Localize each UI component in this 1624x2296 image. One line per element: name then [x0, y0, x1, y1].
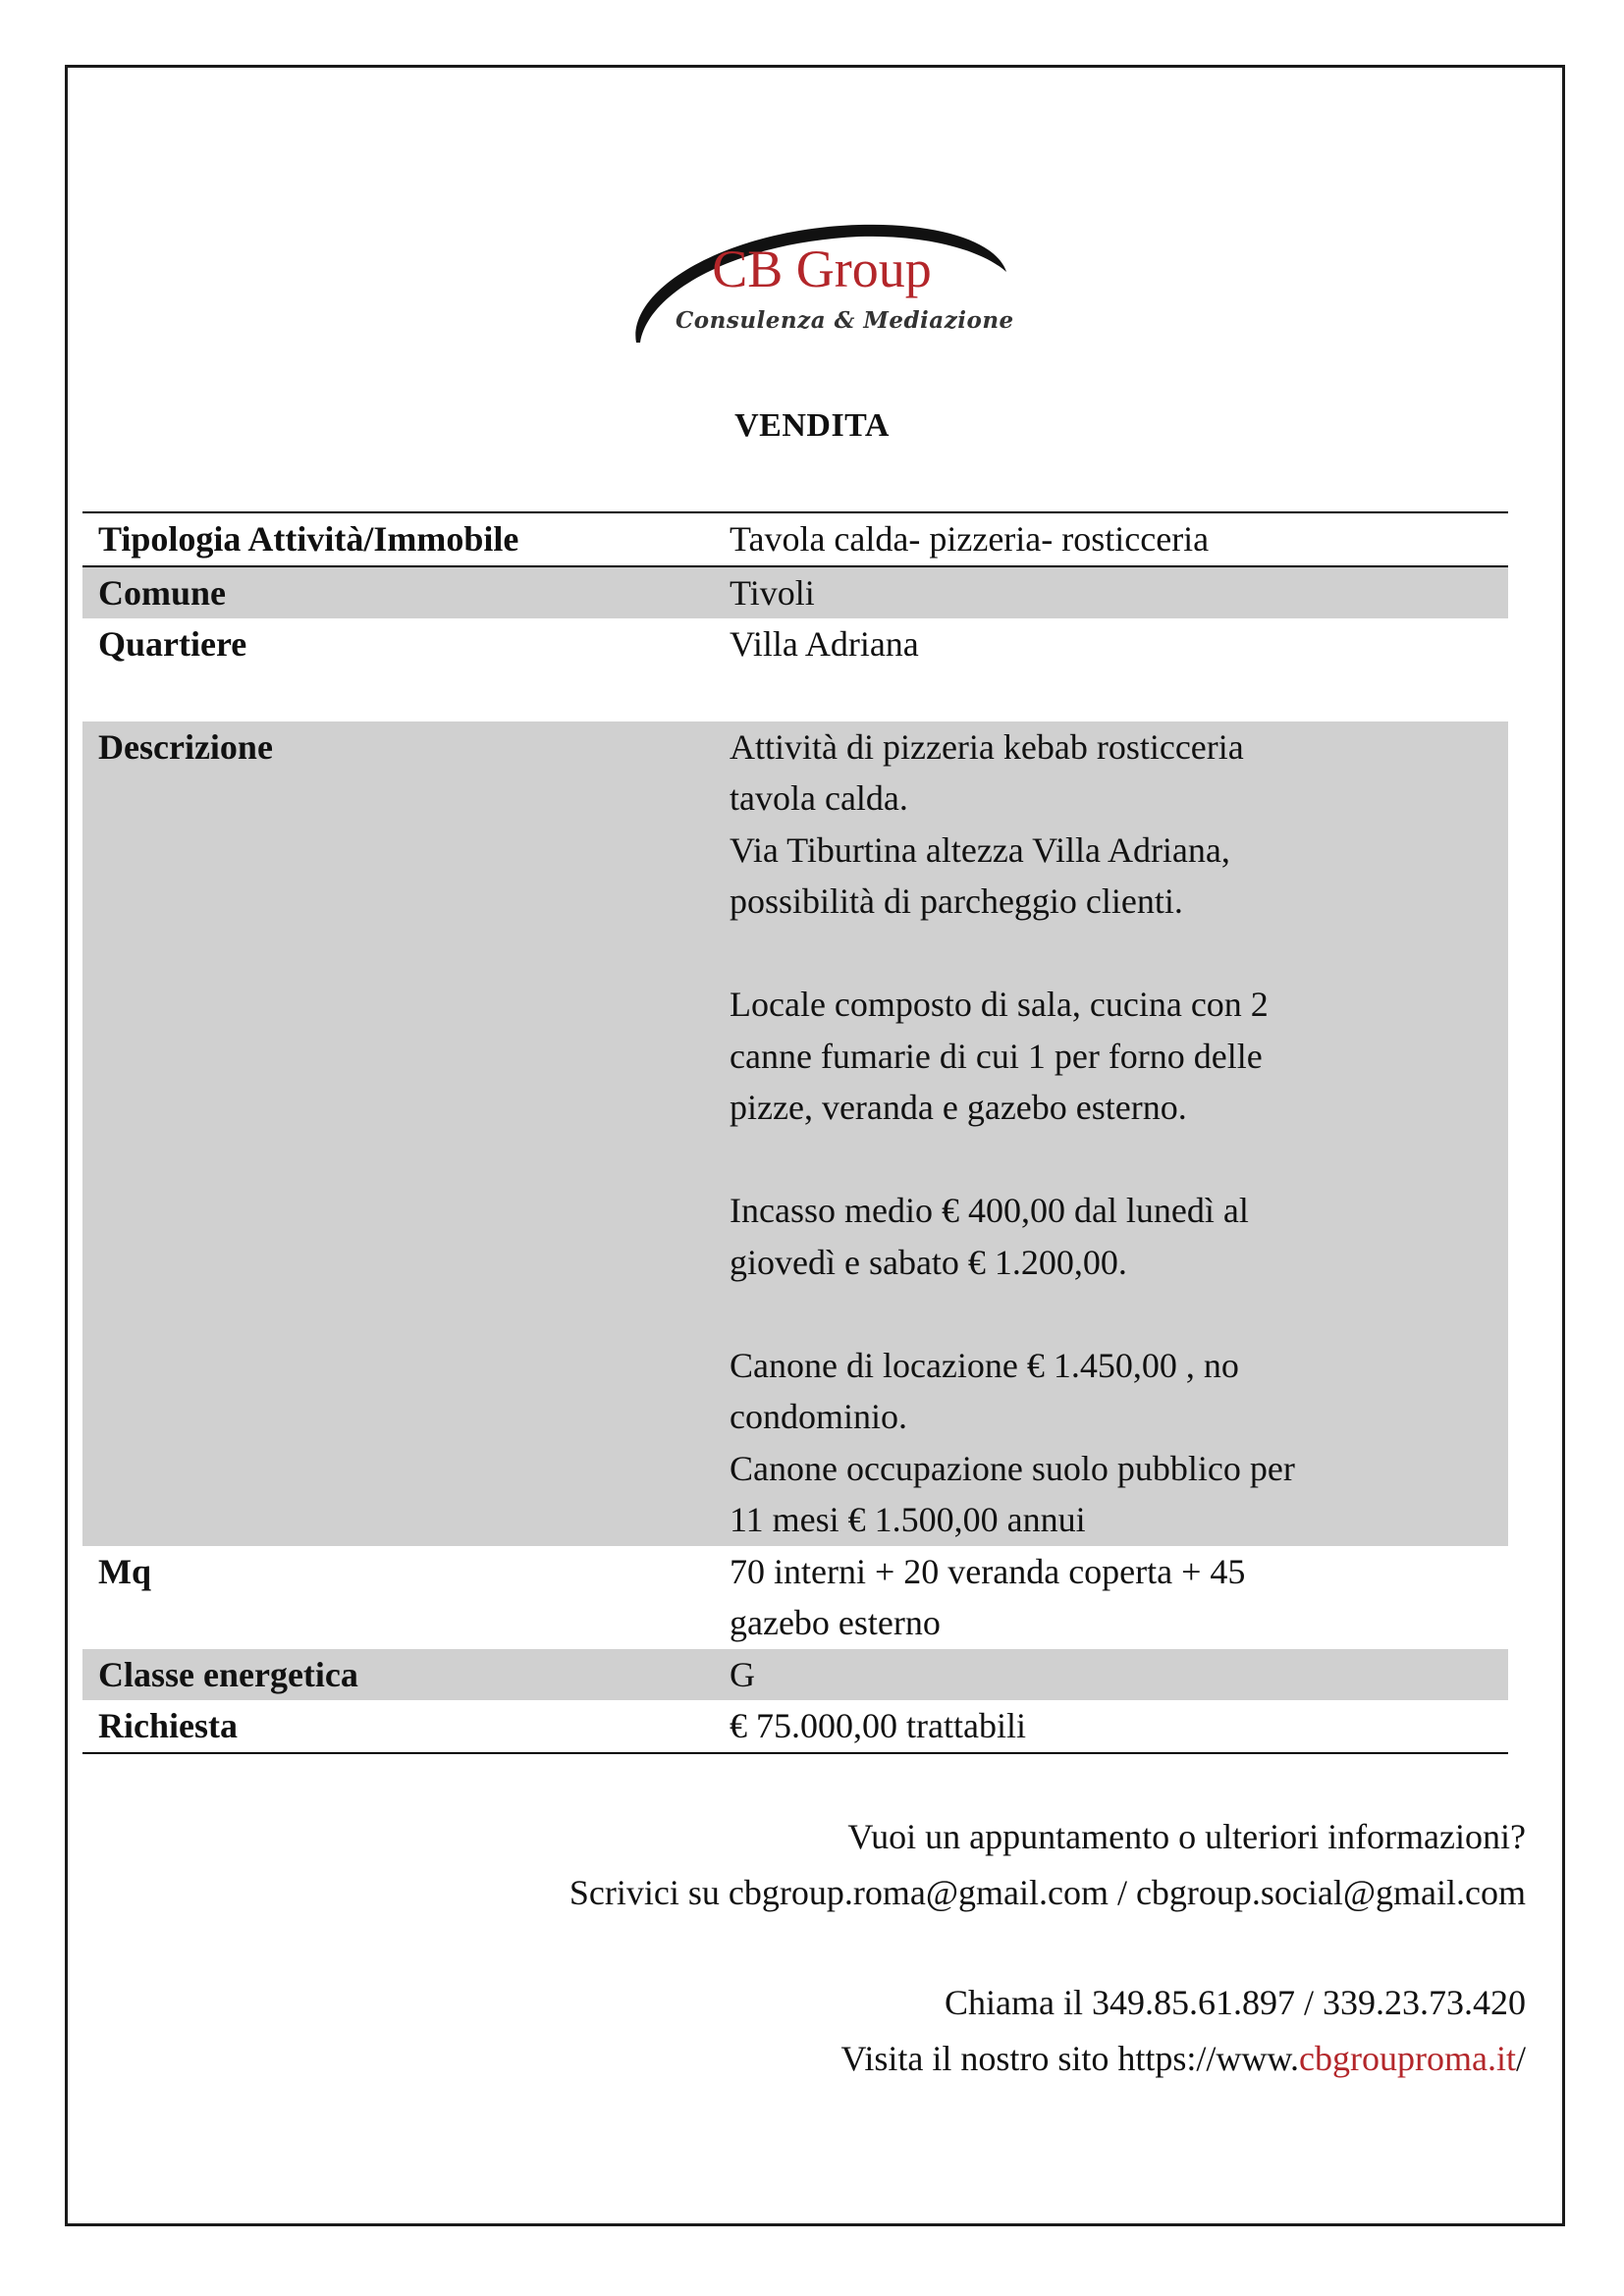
description-paragraph: Canone di locazione € 1.450,00 , no condominio. [730, 1345, 1239, 1436]
contact-site-line [249, 2031, 1526, 2087]
row-classe-energetica [82, 1649, 1508, 1701]
value-descrizione [714, 721, 1303, 1546]
page-title: VENDITA [734, 407, 890, 444]
value-comune: Tivoli [730, 572, 815, 613]
row-tipologia [82, 513, 1508, 567]
row-richiesta [82, 1700, 1508, 1752]
label-richiesta: Richiesta [98, 1706, 238, 1745]
value-richiesta: € 75.000,00 trattabili [730, 1706, 1026, 1745]
description-paragraph: Attività di pizzeria kebab rosticceria tavola calda. [730, 726, 1244, 818]
row-descrizione [82, 721, 1508, 1546]
description-paragraph: Canone occupazione suolo pubblico per 11 mesi € 1.500,00 annui [730, 1448, 1295, 1539]
value-mq: 70 interni + 20 veranda coperta + 45 gazebo esterno [730, 1551, 1246, 1642]
logo-tagline: Consulenza & Mediazione [676, 307, 1014, 334]
label-comune: Comune [98, 572, 227, 613]
label-tipologia: Tipologia Attività/Immobile [98, 519, 519, 559]
website-link[interactable]: cbgrouproma.it [1299, 2039, 1516, 2078]
label-descrizione: Descrizione [98, 726, 273, 767]
details-table [82, 511, 1508, 1754]
description-paragraph: Via Tiburtina altezza Villa Adriana, possibilità di parcheggio clienti. [730, 829, 1230, 921]
logo-name: CB Group [712, 240, 932, 298]
site-suffix: / [1515, 2039, 1526, 2078]
value-quartiere: Villa Adriana [730, 624, 919, 664]
row-mq [82, 1546, 1508, 1649]
description-paragraph: Incasso medio € 400,00 dal lunedì al giovedì e sabato € 1.200,00. [730, 1191, 1249, 1282]
value-classe-energetica: G [730, 1654, 755, 1694]
description-paragraph: Locale composto di sala, cucina con 2 canne fumarie di cui 1 per forno delle pizze, veranda e gazebo esterno. [730, 985, 1269, 1127]
contact-phone-line[interactable]: Chiama il 349.85.61.897 / 339.23.73.420 [945, 1983, 1526, 2022]
label-quartiere: Quartiere [98, 624, 247, 664]
label-classe-energetica: Classe energetica [98, 1654, 358, 1694]
contact-question: Vuoi un appuntamento o ulteriori informazioni? [847, 1817, 1526, 1856]
contact-email-line[interactable]: Scrivici su cbgroup.roma@gmail.com / cbgroup.social@gmail.com [568, 1873, 1526, 1912]
site-prefix: Visita il nostro sito https://www. [840, 2039, 1300, 2078]
contact-section [249, 1809, 1526, 2087]
value-tipologia: Tavola calda- pizzeria- rosticceria [730, 519, 1210, 559]
row-quartiere [82, 618, 1508, 721]
label-mq: Mq [98, 1551, 151, 1591]
company-logo [628, 221, 1014, 348]
row-comune [82, 567, 1508, 619]
